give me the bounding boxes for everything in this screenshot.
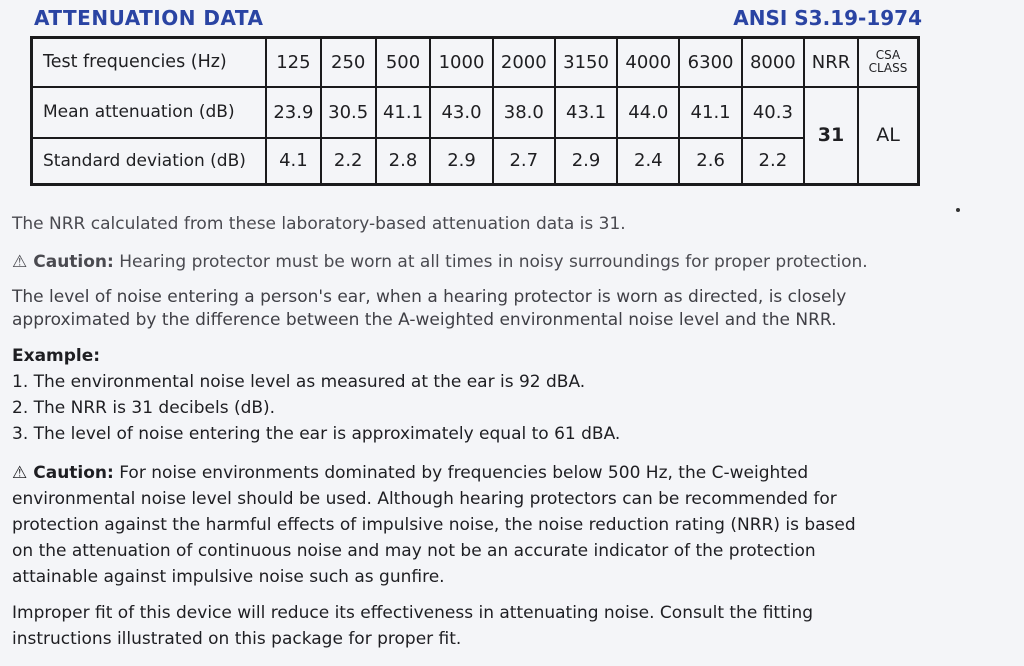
example-heading: Example:: [12, 346, 101, 366]
print-speck: [956, 208, 960, 212]
csa-header-line1: CSA: [875, 48, 901, 63]
caution-low-frequency: [12, 460, 1016, 590]
noise-level-paragraph: [12, 286, 1016, 332]
frequency-cell: 250: [321, 38, 376, 87]
frequency-cell: 2000: [493, 38, 555, 87]
frequency-header-label: Test frequencies (Hz): [32, 38, 267, 87]
csa-class-value: AL: [858, 87, 919, 185]
sd-value-cell: 2.8: [376, 138, 431, 185]
mean-value-cell: 41.1: [376, 87, 431, 138]
sd-value-cell: 2.2: [321, 138, 376, 185]
frequency-cell: 6300: [679, 38, 741, 87]
noise-level-line: approximated by the difference between the A-weighted environmental noise level and the NRR.: [12, 310, 837, 330]
standard-deviation-label: Standard deviation (dB): [32, 138, 267, 185]
sd-value-cell: 2.6: [679, 138, 741, 185]
frequency-cell: 4000: [617, 38, 679, 87]
mean-value-cell: 44.0: [617, 87, 679, 138]
caution-label: Caution:: [33, 252, 114, 272]
frequency-cell: 8000: [742, 38, 804, 87]
mean-value-cell: 41.1: [679, 87, 741, 138]
frequency-cell: 125: [266, 38, 321, 87]
sd-value-cell: 4.1: [266, 138, 321, 185]
sd-value-cell: 2.2: [742, 138, 804, 185]
caution-proper-protection: [12, 252, 1016, 272]
attenuation-data-title: ATTENUATION DATA: [34, 6, 264, 30]
mean-value-cell: 43.0: [430, 87, 492, 138]
mean-value-cell: 38.0: [493, 87, 555, 138]
frequency-cell: 1000: [430, 38, 492, 87]
mean-value-cell: 43.1: [555, 87, 617, 138]
fit-instructions: [12, 600, 1016, 652]
fit-line: Improper fit of this device will reduce its effectiveness in attenuating noise. Consult the fitting: [12, 603, 814, 623]
standard-deviation-row: [32, 138, 919, 185]
mean-value-cell: 23.9: [266, 87, 321, 138]
example-item: 1. The environmental noise level as measured at the ear is 92 dBA.: [12, 372, 586, 392]
nrr-statement: The NRR calculated from these laboratory-based attenuation data is 31.: [12, 214, 626, 234]
csa-class-header: [858, 38, 919, 87]
warning-triangle-icon: ⚠: [12, 252, 28, 272]
mean-attenuation-row: [32, 87, 919, 138]
nrr-value: 31: [804, 87, 858, 185]
frequency-cell: 3150: [555, 38, 617, 87]
nrr-header: NRR: [804, 38, 858, 87]
frequency-header-row: [32, 38, 919, 87]
caution-line: on the attenuation of continuous noise and may not be an accurate indicator of the protection: [12, 541, 816, 561]
caution-line: protection against the harmful effects of impulsive noise, the noise reduction rating (NRR) is based: [12, 515, 856, 535]
sd-value-cell: 2.4: [617, 138, 679, 185]
fit-line: instructions illustrated on this package for proper fit.: [12, 629, 462, 649]
noise-level-line: The level of noise entering a person's ear, when a hearing protector is worn as directed, is closely: [12, 287, 847, 307]
sd-value-cell: 2.9: [555, 138, 617, 185]
example-item: 3. The level of noise entering the ear is approximately equal to 61 dBA.: [12, 424, 621, 444]
example-item: 2. The NRR is 31 decibels (dB).: [12, 398, 276, 418]
caution-text: Hearing protector must be worn at all times in noisy surroundings for proper protection.: [119, 252, 868, 272]
csa-header-line2: CLASS: [868, 61, 908, 76]
mean-value-cell: 40.3: [742, 87, 804, 138]
warning-triangle-icon: ⚠: [12, 463, 28, 483]
attenuation-table: [30, 36, 920, 186]
mean-value-cell: 30.5: [321, 87, 376, 138]
ansi-standard: ANSI S3.19-1974: [733, 6, 922, 30]
sd-value-cell: 2.7: [493, 138, 555, 185]
caution-line: attainable against impulsive noise such as gunfire.: [12, 567, 445, 587]
caution-line: For noise environments dominated by frequencies below 500 Hz, the C-weighted: [119, 463, 809, 483]
sd-value-cell: 2.9: [430, 138, 492, 185]
frequency-cell: 500: [376, 38, 431, 87]
header: [34, 6, 922, 34]
caution-line: environmental noise level should be used. Although hearing protectors can be recommended for: [12, 489, 837, 509]
mean-attenuation-label: Mean attenuation (dB): [32, 87, 267, 138]
caution-label: Caution:: [33, 463, 114, 483]
